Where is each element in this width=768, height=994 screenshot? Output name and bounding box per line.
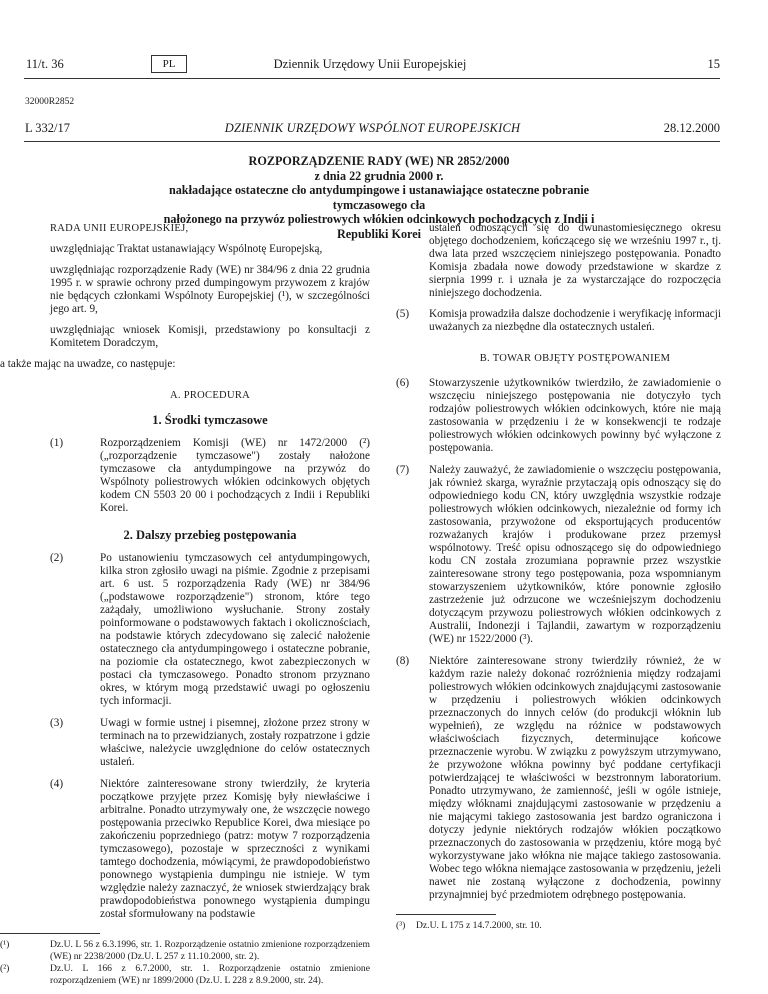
right-column [396,222,721,933]
original-header-divider [24,141,720,142]
recital-text: Niektóre zainteresowane strony twierdziły również, że w każdym razie należy dokonać rozróżnienia między rodzajami poliestrowych włókien odcinkowych znajdującymi zastosowanie w przędzeniu i poliestrowych włókien odcinkowych przeznaczonych do innych celów (do produkcji włóknin lub wypełnień), ze względu na różnice w podstawowych właściwościach fizycznych, determinujące końcowe przeznaczenie wyrobu. W związku z powyższym utrzymywano, że przywożone włókna powinny być poddane certyfikacji potwierdzającej te właściwości w bezstronnym laboratorium. Ponadto utrzymywano, że zamienność, jeśli w ogóle istnieje, między włóknami znajdującymi zastosowanie w przędzeniu a nie mającymi takiego zastosowania jest bardzo ograniczona i dotyczy jedynie niektórych rodzajów włókien początkowo przeznaczonych do zastosowania w przędzeniu, które mogą być wykorzystywane jako włókna nie mające takiego zastosowania. Wobec tego włókna niemające zastosowania w przędzeniu, jeżeli nawet nie zostaną wyłączone z dochodzenia, powinny przynajmniej być przedmiotem odrębnego postępowania. [429,655,721,901]
language-badge: PL [151,55,187,73]
preamble-proposal: uwzględniając wniosek Komisji, przedstawiony po konsultacji z Komitetem Doradczym, [50,324,370,349]
recital-text: Komisja prowadziła dalsze dochodzenie i weryfikację informacji uważanych za niezbędne dla ostatecznych ustaleń. [429,308,721,333]
recital [396,655,721,902]
footnote-mark: (¹) [0,939,10,950]
subheading-subsequent-procedure: 2. Dalszy przebieg postępowania [123,528,297,542]
recital-text: Stowarzyszenie użytkowników twierdziło, że zawiadomienie o wszczęciu niniejszego postępowania nie dotyczyło tych rodzajów poliestrowych włókien odcinkowych, które nie mają zastosowania w przędzeniu i że w konsekwencji te rodzaje poliestrowych włókien odcinkowych powinny być wyłączone z postępowania. [429,377,721,454]
footnote [396,920,721,932]
title-line-2: z dnia 22 grudnia 2000 r. [314,168,444,183]
recital [50,437,370,515]
page-volume: 11/t. 36 [26,57,64,71]
recital [50,717,370,769]
original-date: 28.12.2000 [663,121,720,135]
footnote [0,963,370,986]
recital-number: (3) [50,717,64,729]
recital [50,778,370,921]
recital-text: Należy zauważyć, że zawiadomienie o wszczęciu postępowania, jak również skarga, wyraźnie przytaczają opis odnoszący się do odpowiedniego kodu CN, który uwzględnia wszystkie rodzaje poliestrowych włókien odcinkowych, niezależnie od formy ich zastosowania, przywożone od eksportujących producentów rozważanych krajów i produkowane przez przemysł wspólnotowy. Treść opisu odnoszącego się do odpowiedniego kodu CN została zrozumiana poprawnie przez wszystkie zainteresowane strony tego postępowania, poza wspomnianym stowarzyszeniem użytkowników, które ponownie zgłosiło zastrzeżenie już odrzucone we wcześniejszym dochodzeniu dotyczącym przywozu poliestrowych włókien odcinkowych z Australii, Indonezji i Tajlandii, zawartym w rozporządzeniu (WE) nr 1522/2000 (³). [429,464,721,645]
title-line-4: nałożonego na przywóz poliestrowych włókien odcinkowych pochodzących z Indii i Republiki Korei [163,212,595,241]
recital [50,552,370,708]
original-journal-title: DZIENNIK URZĘDOWY WSPÓLNOT EUROPEJSKICH [224,121,521,135]
preamble-treaty: uwzględniając Traktat ustanawiający Wspólnotę Europejską, [50,243,323,255]
title-line-3: nakładające ostateczne cło antydumpingowe i ustanawiające ostateczne pobranie tymczasowego cła [168,183,590,212]
recital-number: (6) [396,377,410,389]
original-reference: L 332/17 [25,121,71,135]
footnote-divider [0,933,100,934]
recital-text: Uwagi w formie ustnej i pisemnej, złożone przez strony w terminach na to przewidzianych, zostały rozpatrzone i gdzie właściwe, należycie uwzględnione do celów ostatecznych ustaleń. [100,717,370,768]
recital-text: Niektóre zainteresowane strony twierdziły, że kryteria początkowe przyjęte przez Komisję były niewłaściwe i arbitralne. Ponadto utrzymywały one, że wszczęcie nowego postępowania przeciwko Republice Korei, dwa miesiące po zakończeniu poprzedniego (patrz: motyw 7 rozporządzenia tymczasowego), pozostaje w sprzeczności z wynikami tamtego dochodzenia, mówiącymi, że prawdopodobieństwo ponownego wystąpienia dumpingu nie istnieje. W tym względzie należy zaznaczyć, że wniosek stwierdzający brak prawdopodobieństwa ponownego wystąpienia dumpingu został sformułowany na podstawie [100,778,370,920]
page-number: 15 [707,57,720,71]
footnote-mark: (³) [396,920,406,931]
recital-number: (4) [50,778,64,790]
recital-text: Po ustanowieniu tymczasowych ceł antydumpingowych, kilka stron zgłosiło uwagi na piśmie. Zgodnie z przepisami art. 6 ust. 5 rozporządzenia Rady (WE) nr 384/96 („podstawowe rozporządzenie") stronom, które tego zażądały, umożliwiono wysłuchanie. Strony zostały poinformowane o podstawowych faktach i okolicznościach, na podstawie których zdecydowano się zalecić nałożenie ostatecznego cła antydumpingowego i ostateczne pobranie, na poziomie cła ostatecznego, kwot zabezpieczonych w postaci cła tymczasowego. Ponadto stronom przyznano okres, w którym mogą przedstawić uwagi po ogłoszeniu tych informacji. [100,552,370,707]
recital-text: Rozporządzeniem Komisji (WE) nr 1472/2000 (²) („rozporządzenie tymczasowe") zostały nałożone tymczasowe cła antydumpingowe na przywóz do Wspólnoty poliestrowych włókien odcinkowych objętych kodem CN 5503 20 00 i pochodzących z Indii i Republiki Korei. [100,437,370,514]
recital-number: (8) [396,655,410,667]
recital-number: (1) [50,437,64,449]
running-header [20,57,720,77]
document-code: 32000R2852 [25,97,75,107]
title-line-1: ROZPORZĄDZENIE RADY (WE) NR 2852/2000 [248,154,510,168]
footnote-text: Dz.U. L 56 z 6.3.1996, str. 1. Rozporządzenie ostatnio zmienione rozporządzeniem (WE) nr 2238/2000 (Dz.U. L 257 z 11.10.2000, str. 2). [50,939,370,962]
recital-number: (2) [50,552,64,564]
section-heading-a: A. PROCEDURA [169,390,251,401]
footnote-text: Dz.U. L 166 z 6.7.2000, str. 1. Rozporządzenie ostatnio zmienione rozporządzeniem (WE) nr 1899/2000 (Dz.U. L 228 z 8.9.2000, str. 24). [50,963,370,986]
preamble-regulation: uwzględniając rozporządzenie Rady (WE) nr 384/96 z dnia 22 grudnia 1995 r. w sprawie ochrony przed dumpingowym przywozem z krajów nie będących członkami Wspólnoty Europejskiej (¹), w szczególności jego art. 9, [50,264,370,315]
footnote [0,939,370,962]
recital [396,377,721,455]
left-column [0,222,370,987]
recital-number: (5) [396,308,410,320]
header-divider [24,78,720,79]
preamble-council: RADA UNII EUROPEJSKIEJ, [50,223,189,234]
recital-number: (7) [396,464,410,476]
journal-title: Dziennik Urzędowy Unii Europejskiej [273,57,467,71]
recital-continuation: ustaleń odnoszących się do dwunastomiesięcznego okresu objętego dochodzeniem, kończącego się we wrześniu 1997 r., tj. dwa lata przed wszczęciem niniejszego postępowania. Ponadto Komisja zbadała nowe dowody przedstawione w skardze z sierpnia 1999 r. i uznała je za wystarczające do rozpoczęcia niniejszego dochodzenia. [429,222,721,299]
preamble-whereas: a także mając na uwadze, co następuje: [0,358,176,370]
footnote-text: Dz.U. L 175 z 14.7.2000, str. 10. [416,920,542,931]
recital [396,308,721,334]
footnote-divider [396,914,496,915]
footnote-mark: (²) [0,963,10,974]
section-heading-b: B. TOWAR OBJĘTY POSTĘPOWANIEM [479,353,671,364]
subheading-provisional-measures: 1. Środki tymczasowe [152,413,268,427]
recital [396,464,721,646]
